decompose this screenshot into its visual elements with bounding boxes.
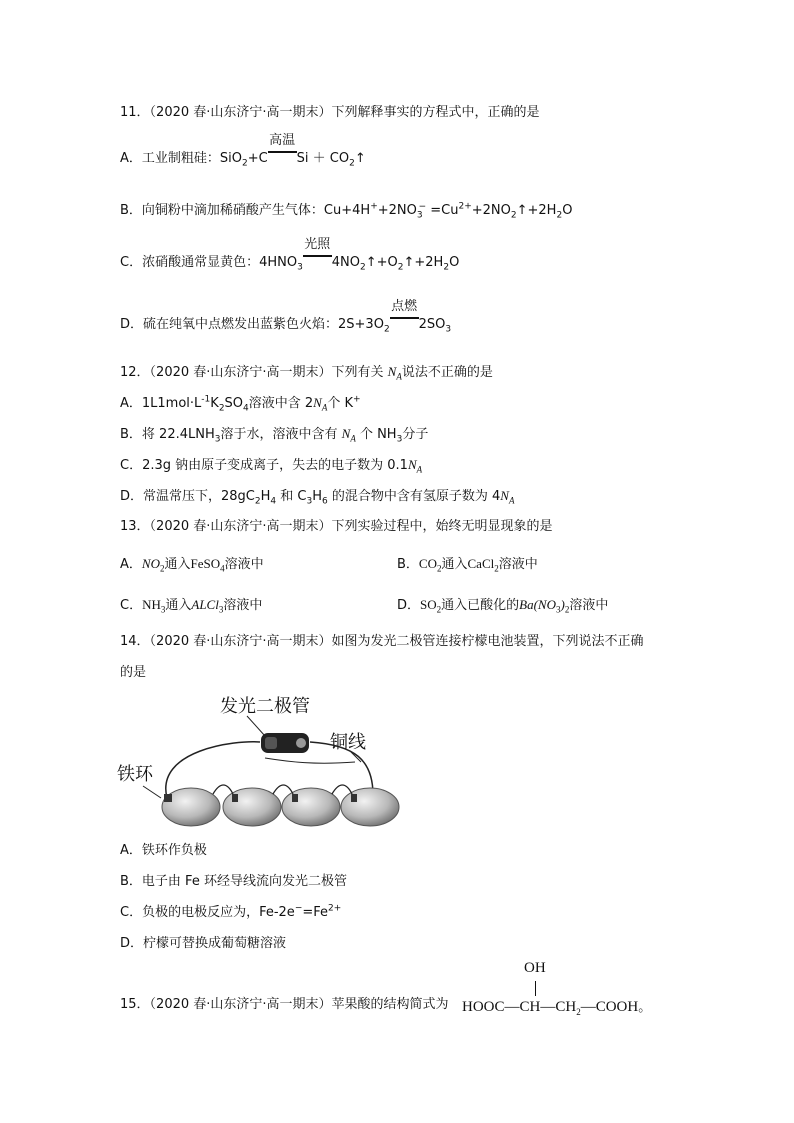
structure-bond [535, 981, 536, 996]
condition-high-temp: 高温 [268, 150, 297, 168]
lemon-4 [341, 788, 399, 826]
q11-option-a: A．工业制粗硅：SiO$_2$+C 高温 $Si + CO_2↑$ [120, 133, 366, 169]
structure-chain: $HOOC—CH—CH_2—COOH$。 [462, 999, 652, 1017]
q11-option-c: C．浓硝酸通常显黄色：$4HNO_3$ 光照 $4NO_2↑+O_2↑+2H_2O$ [120, 237, 460, 273]
q13-stem: 13．（2020 春·山东济宁·高一期末）下列实验过程中，始终无明显现象的是 [120, 519, 553, 534]
lemon-3 [282, 788, 340, 826]
q12-option-b: B．将 $22.4LNH_3$溶于水，溶液中含有 $N_A$ 个 $NH_3$分子 [120, 426, 429, 445]
q12-stem: 12．（2020 春·山东济宁·高一期末）下列有关 $N_A$说法不正确的是 [120, 364, 493, 382]
q12-option-a: A．$1L1mol\cdot L^{-1}K_2SO_4$溶液中含 $2N_A$个 K+ [120, 394, 361, 414]
q13-option-a: A．$NO_2$通入FeSO$_4$溶液中 [120, 556, 264, 574]
label-iron-ring: 铁环 [117, 764, 153, 784]
lemon-1 [162, 788, 220, 826]
q12-option-c: C．2.3g 钠由原子变成离子，失去的电子数为 $0.1N_A$ [120, 457, 423, 475]
q14-option-d: D．柠檬可替换成葡萄糖溶液 [120, 936, 287, 951]
q14-stem-line1: 14．（2020 春·山东济宁·高一期末）如图为发光二极管连接柠檬电池装置，下列说法不正确 [120, 634, 644, 649]
q14-option-b: B．电子由 Fe 环经导线流向发光二极管 [120, 874, 347, 889]
q14-stem-line2: 的是 [120, 665, 147, 680]
q14-option-c: C．负极的电极反应为，$Fe-2e^-=Fe^{2+}$ [120, 903, 342, 920]
q12-option-d: D．常温常压下，$28gC_2H_4$ 和 $C_3H_6$ 的混合物中含有氢原子数为 $4N_A$ [120, 488, 515, 507]
q11-option-b: B．向铜粉中滴加稀硝酸产生气体：$Cu+4H^++2NO_3^-$ $=Cu^{2+}+2NO_2↑+2H_2O$ [120, 201, 573, 221]
lemon-battery-illustration [115, 690, 405, 830]
q11-stem: 11．（2020 春·山东济宁·高一期末）下列解释事实的方程式中，正确的是 [120, 105, 540, 120]
q15-stem: 15．（2020 春·山东济宁·高一期末）苹果酸的结构简式为 [120, 997, 449, 1012]
q13-option-b: B．$CO_2$通入CaCl$_2$溶液中 [397, 556, 538, 574]
q13-option-c: C．$NH_3$通入ALCl$_3$溶液中 [120, 597, 263, 615]
label-copper-wire: 铜线 [330, 732, 366, 752]
q11-option-d: D．硫在纯氧中点燃发出蓝紫色火焰：$2S+3O_2$ 点燃 $2SO_3$ [120, 299, 452, 335]
hydroxyl-group: OH [524, 960, 546, 976]
condition-ignite: 点燃 [390, 316, 419, 334]
q14-option-a: A．铁环作负极 [120, 843, 207, 858]
label-led: 发光二极管 [220, 696, 310, 716]
q13-option-d: D．$SO_2$通入已酸化的$Ba(NO_3)_2$溶液中 [397, 597, 609, 615]
condition-light: 光照 [303, 254, 332, 272]
lemon-2 [223, 788, 281, 826]
lemon-battery-figure [115, 690, 405, 830]
